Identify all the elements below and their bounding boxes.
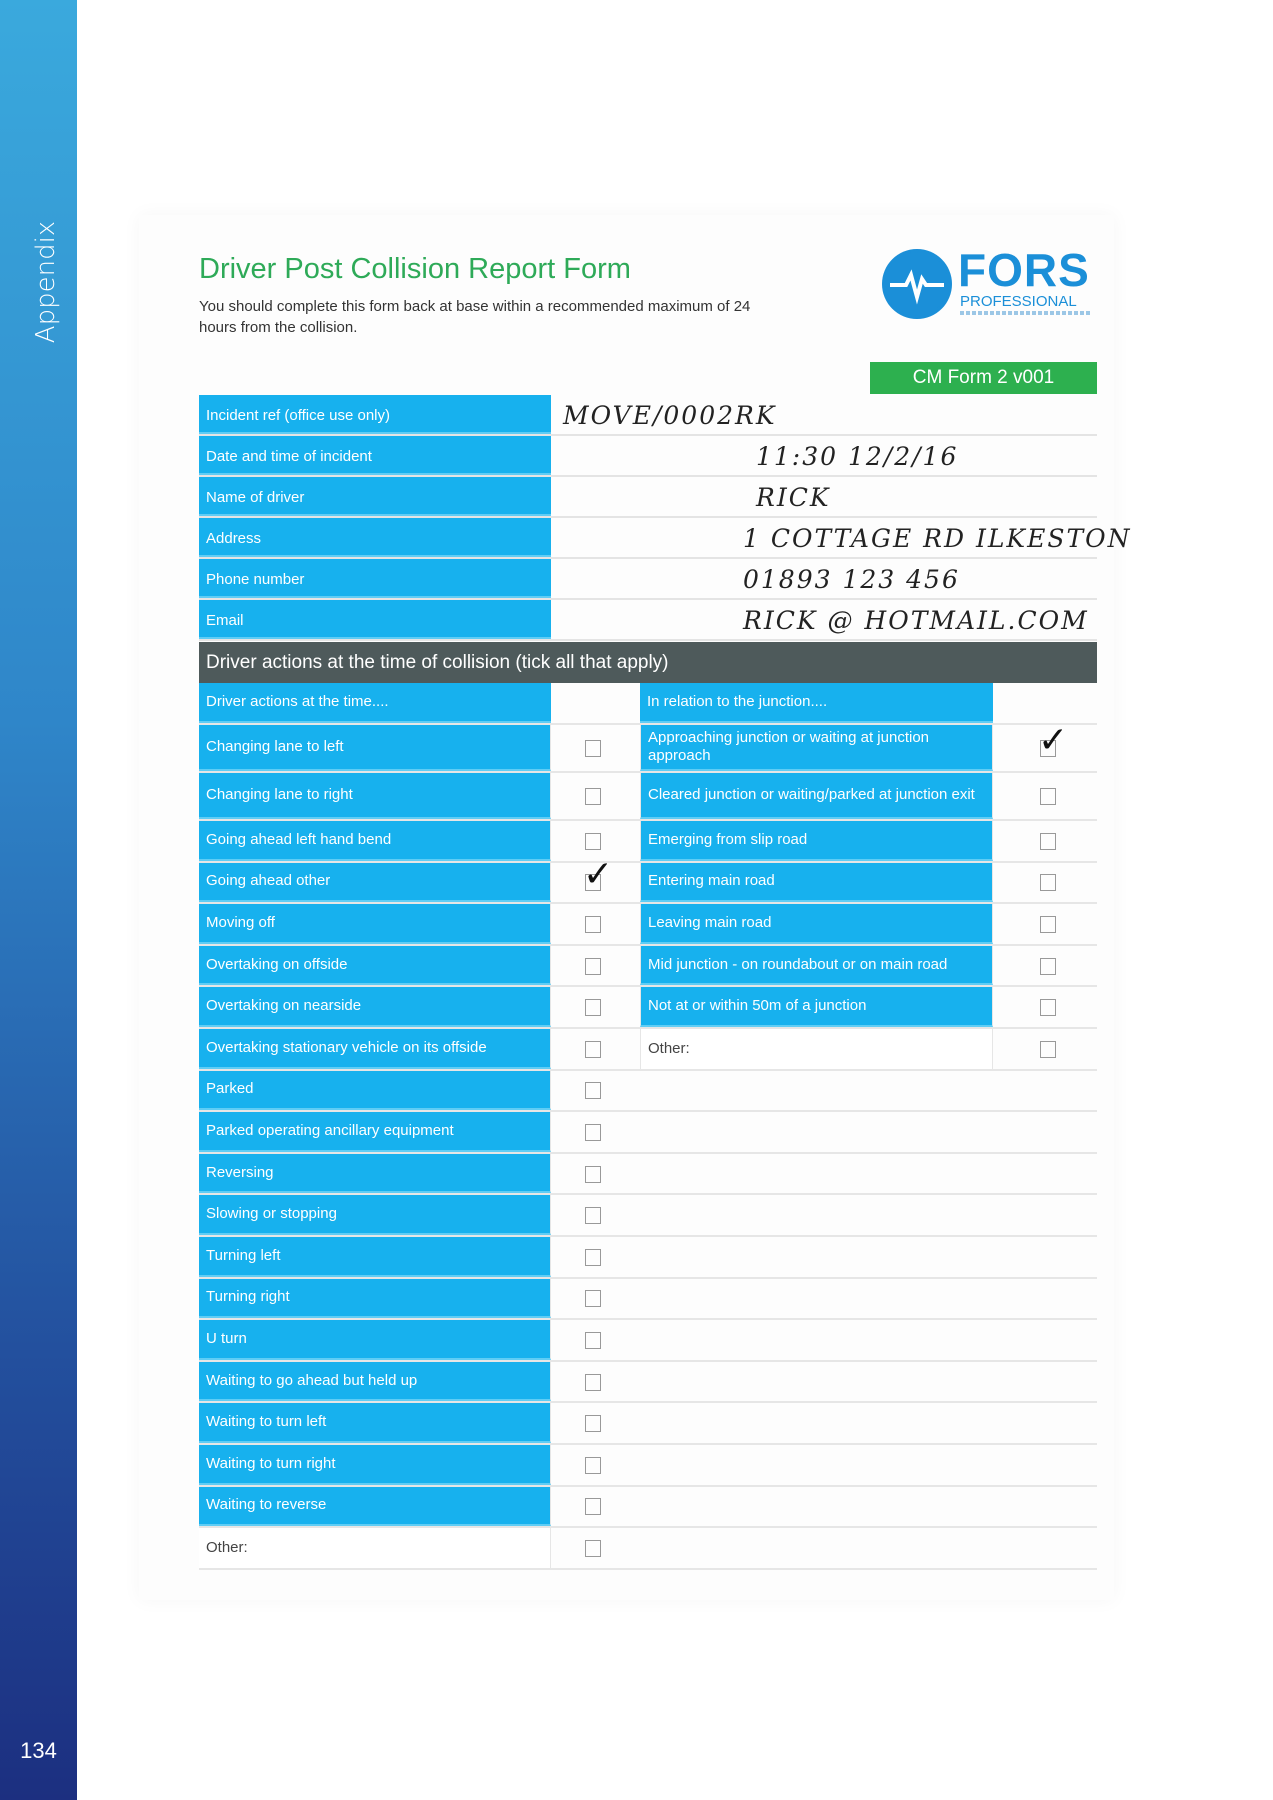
action-label: Overtaking on offside: [199, 946, 551, 986]
action-row: [199, 1445, 1097, 1487]
action-checkbox[interactable]: [585, 1498, 601, 1515]
detail-row: [199, 518, 1132, 559]
action-label: Waiting to turn right: [199, 1445, 551, 1485]
action-row: [199, 1029, 1097, 1071]
action-row: [199, 1195, 1097, 1237]
action-row: [199, 1154, 1097, 1196]
action-checkbox[interactable]: [585, 1415, 601, 1432]
tick-mark-icon: ✓: [1038, 720, 1069, 761]
junction-label: Cleared junction or waiting/parked at junction exit: [640, 773, 993, 819]
action-label: Moving off: [199, 904, 551, 944]
form-subtitle: You should complete this form back at base within a recommended maximum of 24 hours from the collision.: [199, 298, 751, 336]
action-checkbox[interactable]: [585, 1124, 601, 1141]
detail-field[interactable]: [551, 559, 1097, 598]
detail-label: Date and time of incident: [199, 436, 551, 475]
action-label: U turn: [199, 1320, 551, 1360]
action-checkbox[interactable]: [585, 916, 601, 933]
action-label: Changing lane to left: [199, 725, 551, 771]
junction-label: Emerging from slip road: [640, 821, 993, 861]
action-checkbox[interactable]: [585, 1290, 601, 1307]
junction-label: Mid junction - on roundabout or on main road: [640, 946, 993, 986]
action-label: Parked: [199, 1071, 551, 1111]
detail-label: Address: [199, 518, 551, 557]
action-checkbox[interactable]: [585, 1249, 601, 1266]
action-row: [199, 946, 1097, 988]
action-label: Overtaking on nearside: [199, 987, 551, 1027]
junction-checkbox[interactable]: [1040, 999, 1056, 1016]
action-checkbox[interactable]: [585, 1166, 601, 1183]
detail-row: [199, 600, 1097, 641]
detail-row: [199, 559, 1097, 600]
right-column-header: In relation to the junction....: [640, 683, 993, 723]
action-checkbox[interactable]: [585, 1207, 601, 1224]
detail-field[interactable]: [551, 436, 1097, 475]
detail-field[interactable]: [551, 395, 1097, 434]
action-row: [199, 854, 1097, 905]
fors-logo: [882, 244, 1092, 322]
action-label: Waiting to turn left: [199, 1403, 551, 1443]
action-label: Parked operating ancillary equipment: [199, 1112, 551, 1152]
action-checkbox[interactable]: [585, 1374, 601, 1391]
junction-label: Entering main road: [640, 863, 993, 903]
action-label: Other:: [199, 1528, 551, 1568]
action-checkbox[interactable]: [585, 1332, 601, 1349]
detail-label: Phone number: [199, 559, 551, 598]
action-checkbox[interactable]: [585, 788, 601, 805]
form-code-badge: CM Form 2 v001: [870, 362, 1097, 394]
action-label: Waiting to go ahead but held up: [199, 1362, 551, 1402]
action-label: Changing lane to right: [199, 773, 551, 819]
detail-field[interactable]: [551, 518, 1132, 557]
action-row: [199, 1528, 1097, 1570]
action-row: [199, 1112, 1097, 1154]
junction-checkbox[interactable]: [1040, 833, 1056, 850]
driver-details-table: [199, 395, 1132, 641]
handwritten-value: RICK: [756, 483, 831, 512]
junction-checkbox[interactable]: [1040, 874, 1056, 891]
action-label: Slowing or stopping: [199, 1195, 551, 1235]
junction-label: Other:: [640, 1029, 993, 1069]
logo-tagline: [960, 311, 1090, 315]
detail-label: Incident ref (office use only): [199, 395, 551, 434]
action-checkbox[interactable]: [585, 999, 601, 1016]
detail-label: Email: [199, 600, 551, 639]
junction-label: Leaving main road: [640, 904, 993, 944]
action-checkbox[interactable]: [585, 1082, 601, 1099]
action-label: Reversing: [199, 1154, 551, 1194]
heartbeat-wheel-icon: [882, 249, 952, 319]
detail-label: Name of driver: [199, 477, 551, 516]
action-row: [199, 1487, 1097, 1529]
section-label: Appendix: [31, 220, 61, 344]
sidebar: [0, 0, 77, 1800]
junction-checkbox[interactable]: [1040, 788, 1056, 805]
left-column-header: Driver actions at the time....: [199, 683, 551, 723]
action-row: [199, 1071, 1097, 1113]
action-label: Waiting to reverse: [199, 1487, 551, 1527]
action-row: [199, 1403, 1097, 1445]
action-label: Going ahead left hand bend: [199, 821, 551, 861]
tick-mark-icon: ✓: [583, 854, 614, 896]
junction-checkbox[interactable]: [1040, 958, 1056, 975]
action-row: [199, 1320, 1097, 1362]
handwritten-value: MOVE/0002RK: [563, 401, 777, 430]
detail-field[interactable]: [551, 600, 1097, 639]
action-label: Overtaking stationary vehicle on its offside: [199, 1029, 551, 1069]
detail-field[interactable]: [551, 477, 1097, 516]
action-checkbox[interactable]: [585, 958, 601, 975]
action-checkbox[interactable]: [585, 740, 601, 757]
junction-label: Not at or within 50m of a junction: [640, 987, 993, 1027]
detail-row: [199, 436, 1097, 477]
handwritten-value: 01893 123 456: [743, 565, 960, 594]
action-row: [199, 987, 1097, 1029]
action-row: [199, 821, 1097, 863]
grid-header-row: [199, 683, 1097, 725]
detail-row: [199, 395, 1097, 436]
junction-label: Approaching junction or waiting at junction approach: [640, 725, 993, 771]
page-number: 134: [20, 1738, 57, 1763]
handwritten-value: 11:30 12/2/16: [756, 442, 959, 471]
action-label: Going ahead other: [199, 863, 551, 903]
action-row: [199, 1279, 1097, 1321]
junction-checkbox[interactable]: [1040, 916, 1056, 933]
section-header: Driver actions at the time of collision (tick all that apply): [199, 642, 1097, 683]
junction-checkbox[interactable]: [1040, 1041, 1056, 1058]
form-title: Driver Post Collision Report Form: [199, 253, 631, 285]
action-checkbox[interactable]: [585, 1540, 601, 1557]
handwritten-value: 1 COTTAGE RD ILKESTON: [743, 524, 1132, 553]
handwritten-value: RICK @ HOTMAIL.COM: [743, 606, 1089, 635]
action-row: [199, 1237, 1097, 1279]
action-checkbox[interactable]: [585, 1457, 601, 1474]
action-checkbox[interactable]: [585, 1041, 601, 1058]
action-row: [199, 904, 1097, 946]
action-label: Turning left: [199, 1237, 551, 1277]
action-row: [199, 773, 1097, 821]
action-checkbox[interactable]: [585, 833, 601, 850]
action-row: [199, 1362, 1097, 1404]
detail-row: [199, 477, 1097, 518]
logo-text: FORS: [958, 244, 1090, 296]
action-row: [199, 720, 1097, 773]
logo-subtext: PROFESSIONAL: [960, 293, 1077, 310]
action-label: Turning right: [199, 1279, 551, 1319]
